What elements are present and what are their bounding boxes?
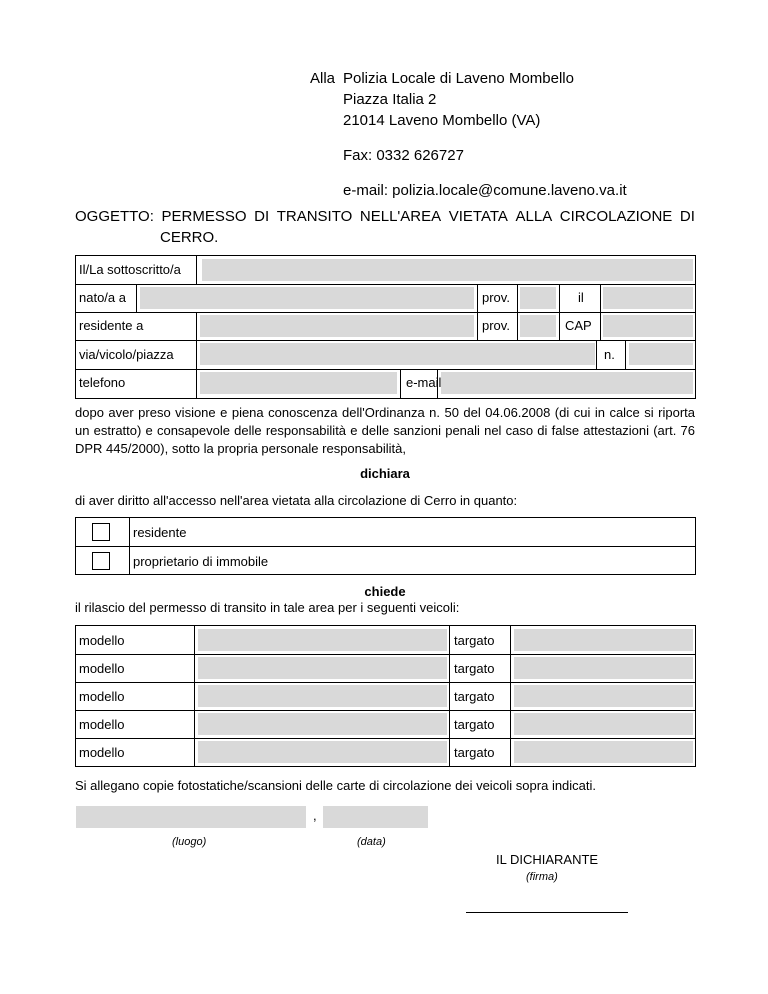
subject-block [75,206,695,248]
birth-date-label: il [578,290,584,305]
vehicles-table [75,625,696,767]
subject-word: TRANSITO [276,208,353,225]
options-table [75,517,696,575]
place-caption: (luogo) [172,836,207,848]
option-proprietario-label: proprietario di immobile [133,554,269,569]
vehicle-2-model-input[interactable] [198,657,447,679]
date-input[interactable] [323,806,428,828]
vehicle-2-model-label: modello [79,661,125,676]
addressee-fax: Fax: 0332 626727 [343,147,464,164]
signature-caption: (firma) [526,871,558,883]
right-text: di aver diritto all'accesso nell'area vietata alla circolazione di Cerro in quanto: [75,493,518,508]
comma-separator: , [313,808,317,823]
residence-prov-input[interactable] [520,315,556,337]
personal-data-table [75,255,696,399]
subject-word: ALLA [515,208,553,225]
phone-input[interactable] [200,372,397,394]
birth-prov-label: prov. [482,290,510,305]
chiede-heading: chiede [364,584,406,599]
residence-input[interactable] [200,315,474,337]
addressee-line-2: Piazza Italia 2 [343,91,437,108]
vehicle-4-plate-label: targato [454,717,495,732]
vehicle-5-plate-label: targato [454,745,495,760]
street-label: via/vicolo/piazza [79,347,174,362]
subject-word: VIETATA [448,208,508,225]
vehicle-2-plate-label: targato [454,661,495,676]
residence-prov-label: prov. [482,318,510,333]
vehicle-1-model-input[interactable] [198,629,447,651]
addressee-line-3: 21014 Laveno Mombello (VA) [343,112,541,129]
vehicle-5-plate-input[interactable] [514,741,693,763]
vehicle-4-model-label: modello [79,717,125,732]
street-input[interactable] [200,343,595,365]
addressee-prefix: Alla [310,70,336,87]
addressee-block [310,68,627,201]
vehicle-2-plate-input[interactable] [514,657,693,679]
addressee-email: e-mail: polizia.locale@comune.laveno.va.it [343,182,627,199]
request-text: il rilascio del permesso di transito in tale area per i seguenti veicoli: [75,600,460,615]
vehicle-3-model-input[interactable] [198,685,447,707]
declarant-heading: IL DICHIARANTE [496,852,599,867]
signature-line[interactable] [466,912,628,913]
vehicle-4-model-input[interactable] [198,713,447,735]
vehicle-3-plate-input[interactable] [514,685,693,707]
attach-text: Si allegano copie fotostatiche/scansioni delle carte di circolazione dei veicoli sopra indicati. [75,778,597,793]
born-label: nato/a a [79,290,126,305]
subject-word: DI [254,208,270,225]
date-caption: (data) [357,836,386,848]
street-number-label: n. [604,347,615,362]
subject-line-2: CERRO. [160,229,219,246]
subject-word: NELL'AREA [359,208,442,225]
subject-word: OGGETTO: [75,208,154,225]
vehicle-3-plate-label: targato [454,689,495,704]
phone-label: telefono [79,375,126,390]
vehicle-1-model-label: modello [79,633,125,648]
residente-checkbox[interactable] [92,523,110,541]
cap-label: CAP [565,318,592,333]
vehicle-5-model-label: modello [79,745,125,760]
signer-name-input[interactable] [202,259,693,281]
place-input[interactable] [76,806,306,828]
vehicle-4-plate-input[interactable] [514,713,693,735]
subject-word: DI [679,208,695,225]
subject-word: PERMESSO [161,208,247,225]
proprietario-checkbox[interactable] [92,552,110,570]
street-number-input[interactable] [629,343,693,365]
addressee-line-1: Polizia Locale di Laveno Mombello [343,70,574,87]
vehicle-1-plate-label: targato [454,633,495,648]
subject-line-1 [75,206,695,227]
dichiara-heading: dichiara [360,466,410,481]
signer-label: Il/La sottoscritto/a [79,262,181,277]
subject-word: CIRCOLAZIONE [559,208,673,225]
cap-input[interactable] [603,315,693,337]
vehicle-1-plate-input[interactable] [514,629,693,651]
birth-date-input[interactable] [603,287,693,309]
declaration-text: dopo aver preso visione e piena conoscenza dell'Ordinanza n. 50 del 04.06.2008 (di cui in calce si riporta un estratto) e consapevole delle responsabilità e delle sanzioni penali nel caso di false attestazioni (art. 76 DPR 445/2000), sotto la propria personale responsabilità, [75,405,695,456]
option-residente-label: residente [133,525,187,540]
birthplace-input[interactable] [140,287,474,309]
birth-prov-input[interactable] [520,287,556,309]
vehicle-5-model-input[interactable] [198,741,447,763]
vehicle-3-model-label: modello [79,689,125,704]
email-label: e-mail [406,375,442,390]
resident-label: residente a [79,318,144,333]
email-input[interactable] [441,372,693,394]
